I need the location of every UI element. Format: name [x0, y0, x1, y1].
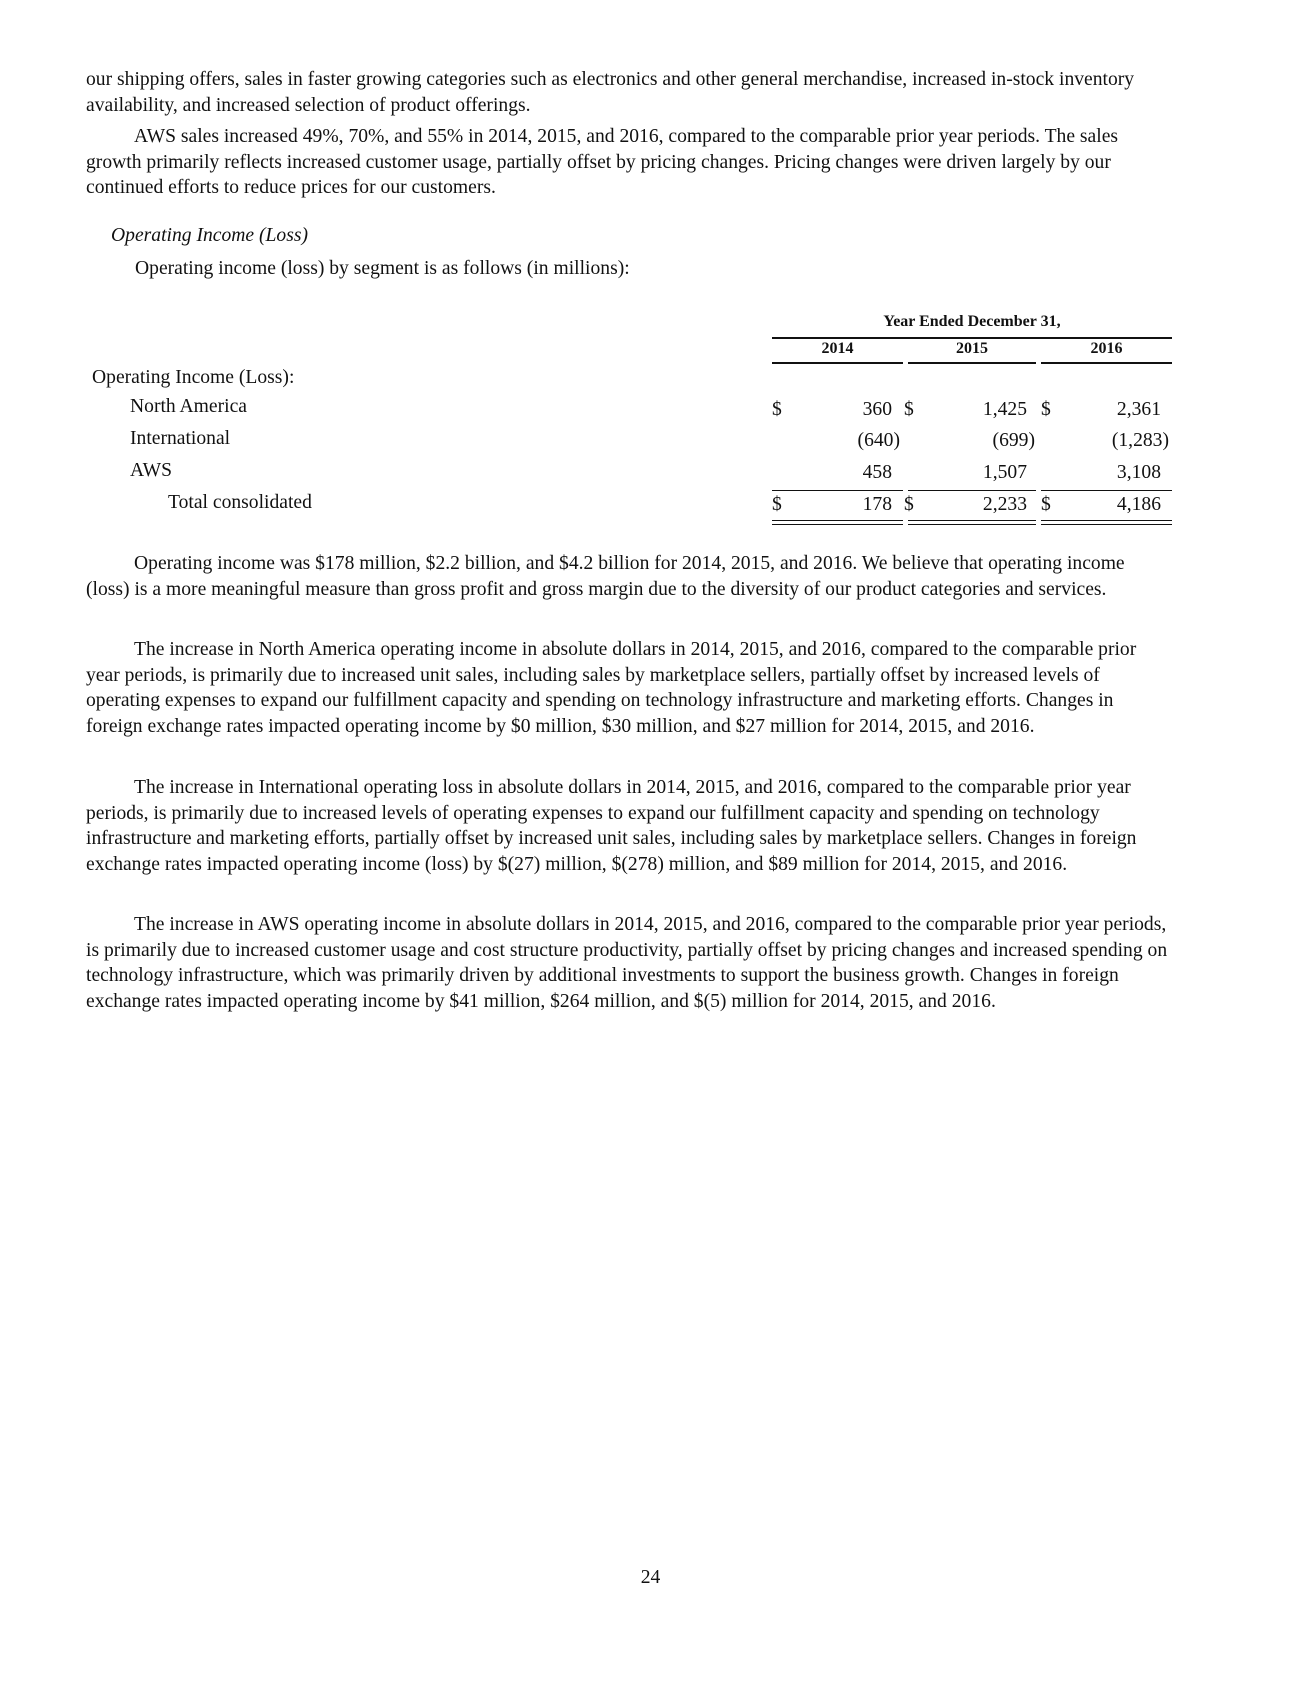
row-label-aws: AWS	[130, 460, 172, 481]
currency-symbol: $	[1041, 399, 1051, 420]
subtotal-rule	[908, 490, 1036, 491]
total-double-rule	[1041, 520, 1172, 525]
currency-symbol: $	[904, 494, 914, 515]
paragraph-shipping-offers: our shipping offers, sales in faster growing categories such as electronics and other general merchandise, increased in-stock inventory availability, and increased selection of product offerings.	[86, 69, 1135, 116]
cell-total-2016: 4,186	[1116, 494, 1161, 515]
paragraph-aws-sales: AWS sales increased 49%, 70%, and 55% in 2014, 2015, and 2016, compared to the comparable prior year periods. The sales growth primarily reflects increased customer usage, partially offset by pricing changes. Pricing changes were driven largely by our continued efforts to reduce prices for our customers.	[86, 126, 1119, 199]
total-double-rule	[908, 520, 1036, 525]
cell-international-2016: (1,283)	[1111, 430, 1169, 451]
year-header-2015: 2015	[908, 340, 1036, 364]
cell-north-america-2016: 2,361	[1116, 399, 1161, 420]
period-header-rule	[772, 337, 1172, 339]
cell-international-2015: (699)	[992, 430, 1035, 451]
paragraph-operating-income: Operating income was $178 million, $2.2 billion, and $4.2 billion for 2014, 2015, and 2016. We believe that operating income (loss) is a more meaningful measure than gross profit and gross margin due to the diversity of our product categories and services.	[86, 553, 1125, 600]
period-header: Year Ended December 31,	[883, 313, 1061, 330]
page-number: 24	[640, 1567, 661, 1588]
paragraph-north-america: The increase in North America operating income in absolute dollars in 2014, 2015, and 2016, compared to the comparable prior year periods, is primarily due to increased unit sales, including sales by marketplace sellers, partially offset by increased levels of operating expenses to expand our fulfillment capacity and spending on technology infrastructure and marketing efforts. Changes in foreign exchange rates impacted operating income by $0 million, $30 million, and $27 million for 2014, 2015, and 2016.	[86, 639, 1137, 737]
section-heading: Operating Income (Loss)	[111, 225, 308, 246]
currency-symbol: $	[1041, 494, 1051, 515]
year-header-2014: 2014	[772, 340, 903, 364]
cell-aws-2014: 458	[862, 462, 892, 483]
total-double-rule	[772, 520, 903, 525]
cell-international-2014: (640)	[857, 430, 900, 451]
cell-north-america-2015: 1,425	[982, 399, 1027, 420]
subtotal-rule	[772, 490, 903, 491]
cell-aws-2015: 1,507	[982, 462, 1027, 483]
cell-aws-2016: 3,108	[1116, 462, 1161, 483]
table-section-label: Operating Income (Loss):	[92, 367, 295, 388]
cell-total-2015: 2,233	[982, 494, 1027, 515]
currency-symbol: $	[772, 399, 782, 420]
paragraph-aws-income: The increase in AWS operating income in absolute dollars in 2014, 2015, and 2016, compared to the comparable prior year periods, is primarily due to increased customer usage and cost structure productivity, partially offset by pricing changes and increased spending on technology infrastructure, which was primarily driven by additional investments to support the business growth. Changes in foreign exchange rates impacted operating income by $41 million, $264 million, and $(5) million for 2014, 2015, and 2016.	[86, 914, 1168, 1012]
row-label-total-consolidated: Total consolidated	[168, 492, 312, 513]
row-label-north-america: North America	[130, 396, 247, 417]
intro-line: Operating income (loss) by segment is as follows (in millions):	[135, 258, 630, 279]
cell-north-america-2014: 360	[862, 399, 892, 420]
currency-symbol: $	[772, 494, 782, 515]
cell-total-2014: 178	[862, 494, 892, 515]
year-header-2016: 2016	[1041, 340, 1172, 364]
row-label-international: International	[130, 428, 231, 449]
paragraph-international: The increase in International operating loss in absolute dollars in 2014, 2015, and 2016, compared to the comparable prior year periods, is primarily due to increased levels of operating expenses to expand our fulfillment capacity and spending on technology infrastructure and marketing efforts, partially offset by increased unit sales, including sales by marketplace sellers. Changes in foreign exchange rates impacted operating income (loss) by $(27) million, $(278) million, and $89 million for 2014, 2015, and 2016.	[86, 777, 1137, 875]
subtotal-rule	[1041, 490, 1172, 491]
currency-symbol: $	[904, 399, 914, 420]
